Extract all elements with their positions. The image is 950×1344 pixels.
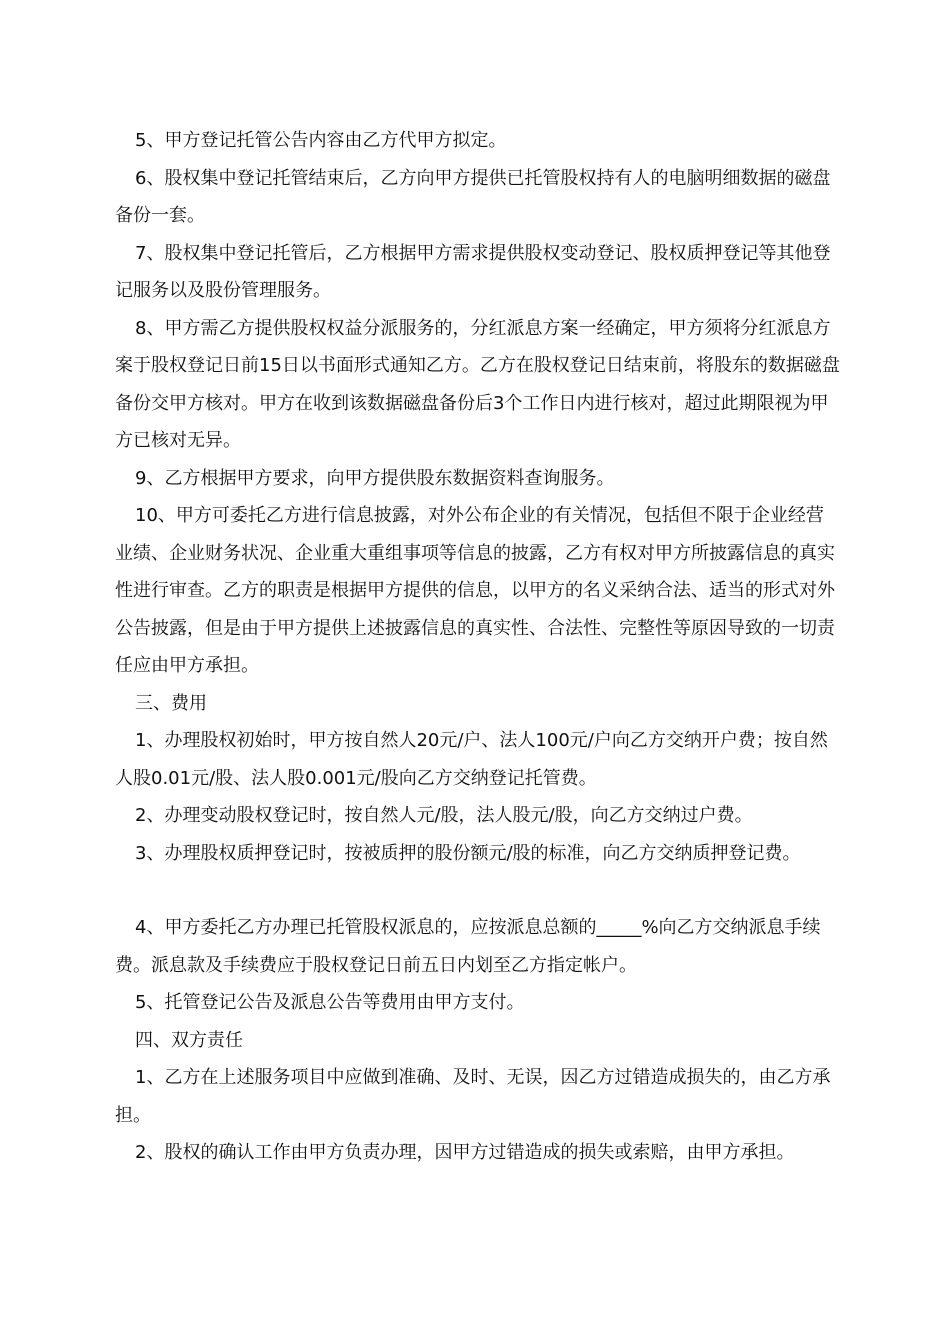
clause-5-announcement: 5、甲方登记托管公告内容由乙方代甲方拟定。 bbox=[135, 130, 507, 151]
fee-clause-4: 4、甲方委托乙方办理已托管股权派息的，应按派息总额的_____%向乙方交纳派息手续费。派息款及手续费应于股权登记日前五日内划至乙方指定帐户。 bbox=[115, 917, 821, 976]
document-body bbox=[115, 122, 840, 1172]
section-heading-fees: 三、费用 bbox=[135, 692, 207, 714]
blank-line bbox=[115, 872, 840, 909]
clause-9-query-service: 9、乙方根据甲方要求，向甲方提供股东数据资料查询服务。 bbox=[135, 467, 615, 489]
fee-clause-5: 5、托管登记公告及派息公告等费用由甲方支付。 bbox=[135, 992, 525, 1013]
clause-10-disclosure: 10、甲方可委托乙方进行信息披露，对外公布企业的有关情况，包括但不限于企业经营业绩、企业财务状况、企业重大重组事项等信息的披露，乙方有权对甲方所披露信息的真实性进行审查。乙方的职责是根据甲方提供的信息，以甲方的名义采纳合法、适当的形式对外公告披露，但是由于甲方提供上述披露信息的真实性、合法性、完整性等原因导致的一切责任应由甲方承担。 bbox=[115, 505, 835, 676]
responsibility-clause-2: 2、股权的确认工作由甲方负责办理，因甲方过错造成的损失或索赔，由甲方承担。 bbox=[135, 1142, 795, 1163]
fee-clause-2: 2、办理变动股权登记时，按自然人元/股，法人股元/股，向乙方交纳过户费。 bbox=[135, 805, 753, 826]
fee-clause-1: 1、办理股权初始时，甲方按自然人20元/户、法人100元/户向乙方交纳开户费；按自然人股0.01元/股、法人股0.001元/股向乙方交纳登记托管费。 bbox=[115, 730, 828, 789]
fee-clause-3: 3、办理股权质押登记时，按被质押的股份额元/股的标准，向乙方交纳质押登记费。 bbox=[135, 842, 801, 864]
section-heading-responsibilities: 四、双方责任 bbox=[135, 1029, 243, 1051]
clause-7-other-services: 7、股权集中登记托管后，乙方根据甲方需求提供股权变动登记、股权质押登记等其他登记服务以及股份管理服务。 bbox=[115, 242, 831, 301]
responsibility-clause-1: 1、乙方在上述服务项目中应做到准确、及时、无误，因乙方过错造成损失的，由乙方承担。 bbox=[115, 1067, 831, 1126]
clause-8-dividend-service: 8、甲方需乙方提供股权权益分派服务的，分红派息方案一经确定，甲方须将分红派息方案于股权登记日前15日以书面形式通知乙方。乙方在股权登记日结束前，将股东的数据磁盘备份交甲方核对。甲方在收到该数据磁盘备份后3个工作日内进行核对，超过此期限视为甲方已核对无异。 bbox=[115, 317, 840, 451]
clause-6-disk-backup: 6、股权集中登记托管结束后，乙方向甲方提供已托管股权持有人的电脑明细数据的磁盘备份一套。 bbox=[115, 167, 831, 226]
